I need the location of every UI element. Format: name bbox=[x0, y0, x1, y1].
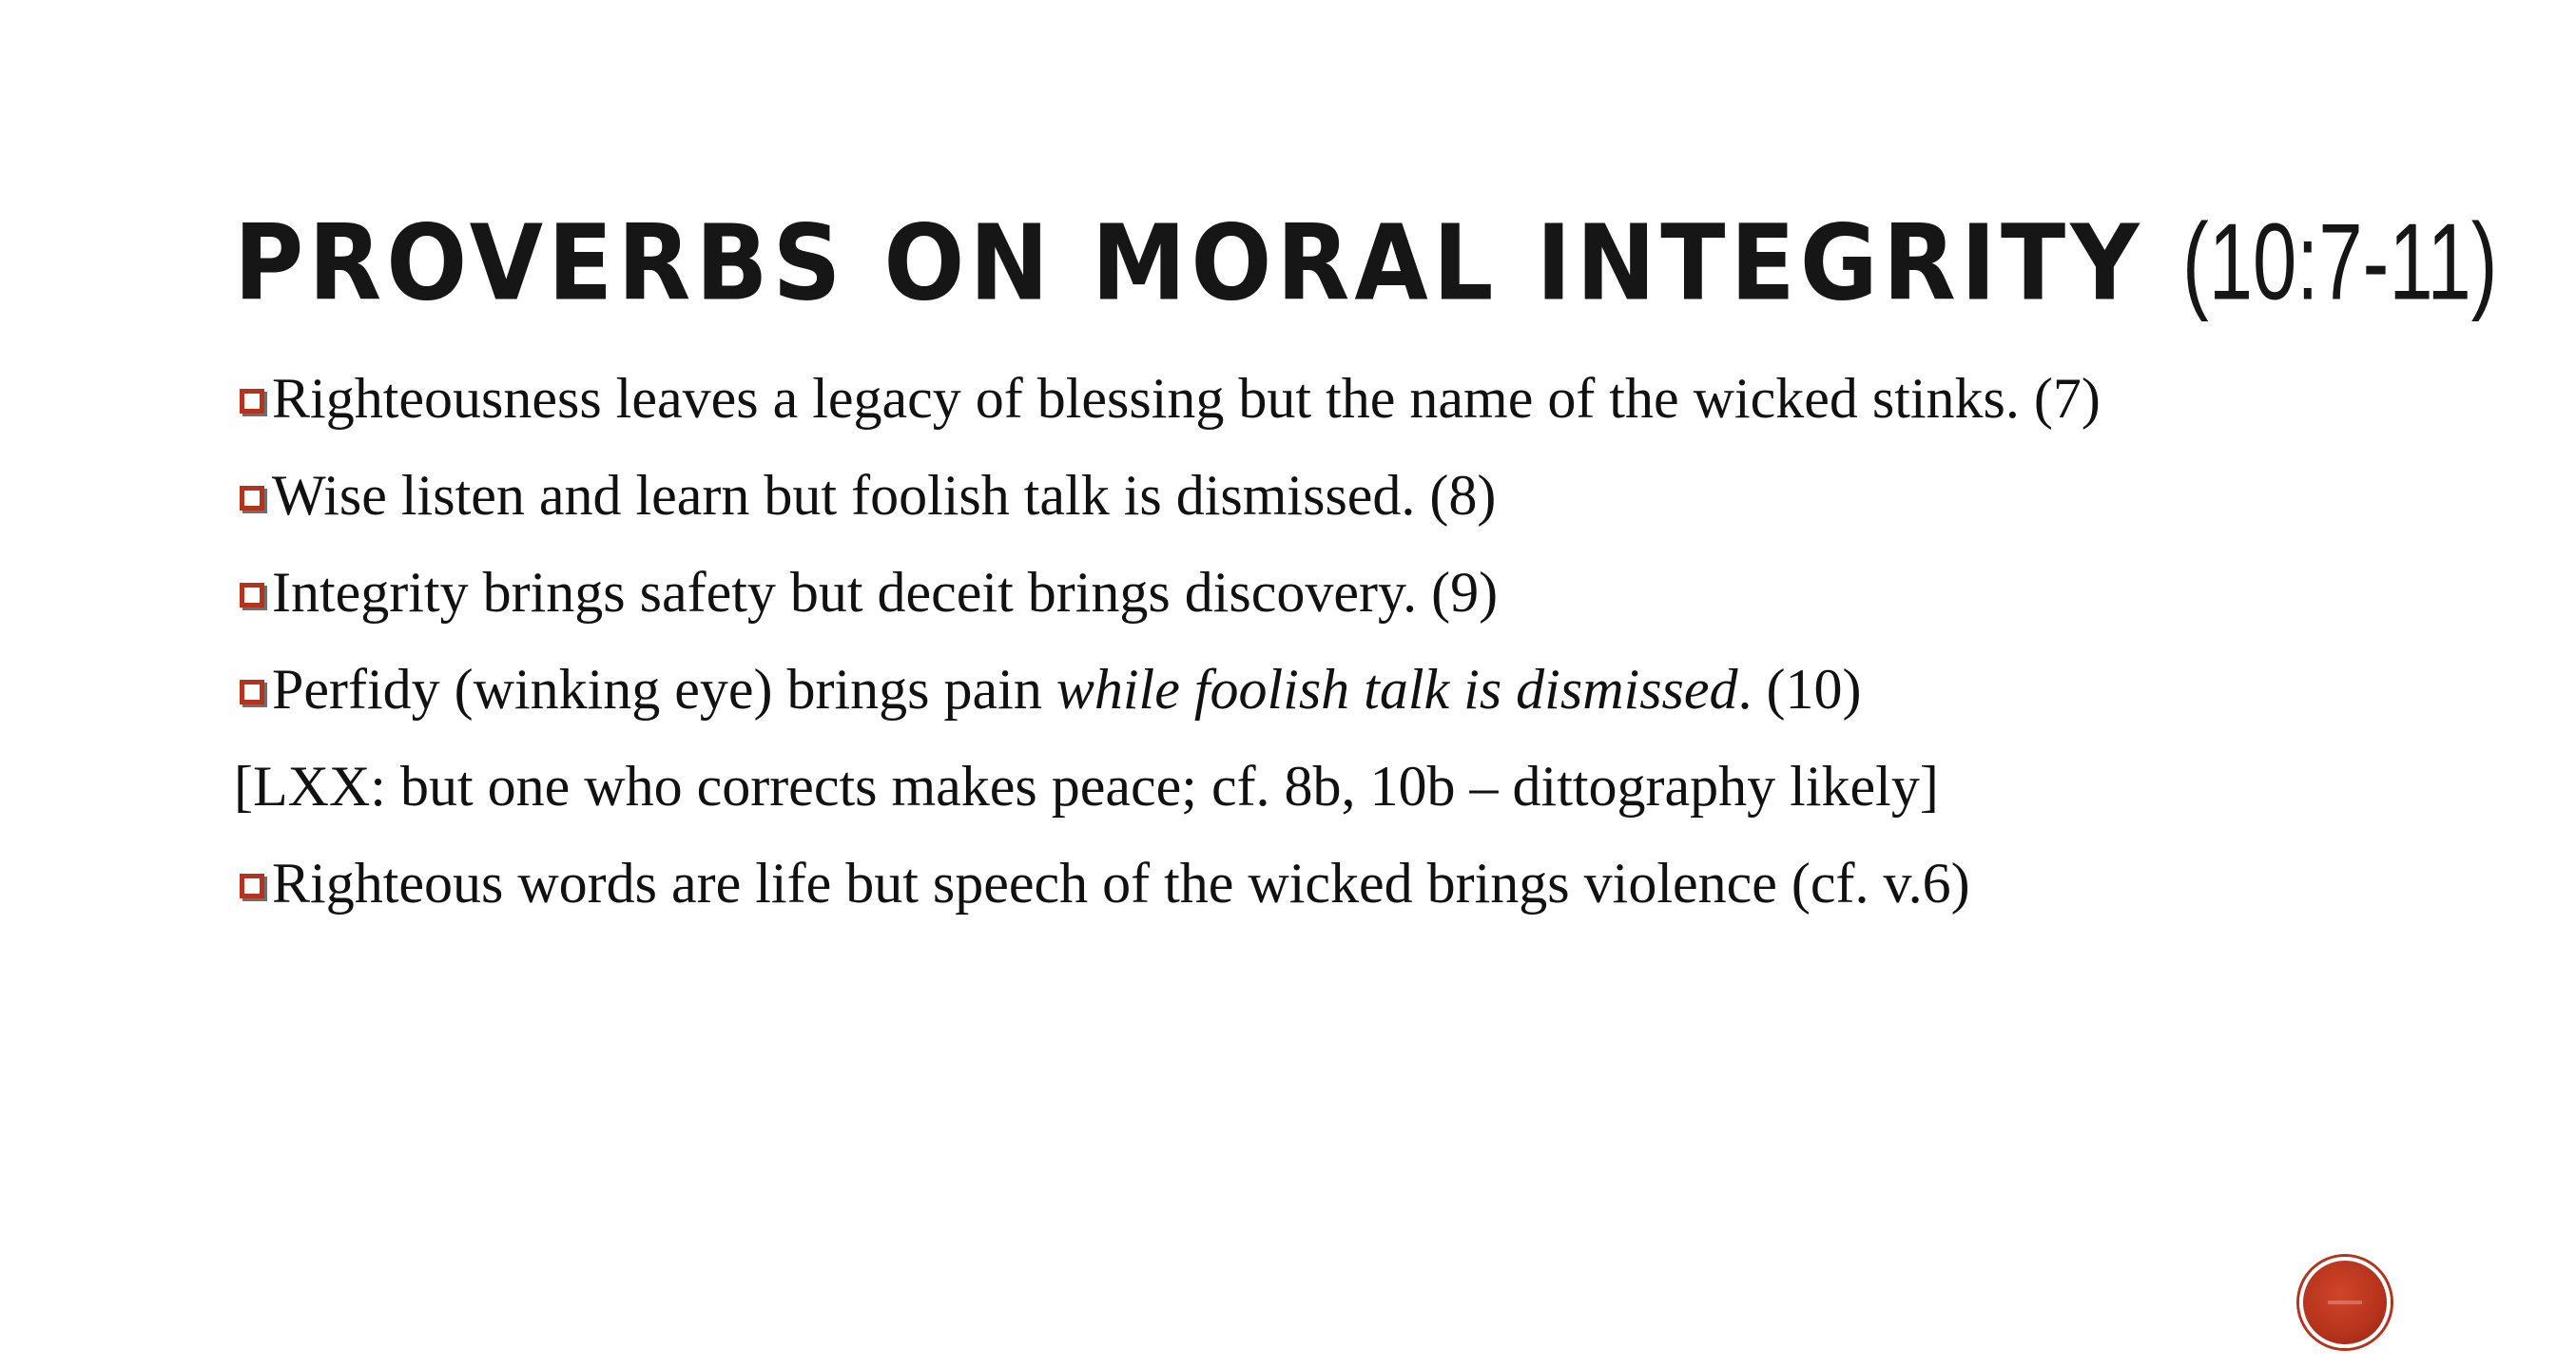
list-item bbox=[234, 463, 2307, 528]
next-slide-button[interactable] bbox=[2299, 1257, 2391, 1348]
list-item-text: Integrity brings safety but deceit brings discovery. (9) bbox=[272, 561, 1499, 624]
slide-content bbox=[234, 366, 2307, 948]
arrow-icon bbox=[2328, 1301, 2362, 1304]
list-item bbox=[234, 560, 2307, 625]
list-item-text: Wise listen and learn but foolish talk is dismissed. (8) bbox=[272, 464, 1497, 527]
checkbox-square-icon bbox=[240, 486, 264, 511]
list-item-text: Righteousness leaves a legacy of blessing but the name of the wicked stinks. (7) bbox=[272, 367, 2101, 430]
list-item-text-part: . (10) bbox=[1737, 658, 1862, 721]
list-item-italic-text: while foolish talk is dismissed bbox=[1056, 658, 1738, 721]
slide-title bbox=[234, 200, 2498, 326]
list-item-text-part: Perfidy (winking eye) brings pain bbox=[272, 658, 1056, 721]
checkbox-square-icon bbox=[240, 680, 264, 704]
checkbox-square-icon bbox=[240, 389, 264, 414]
checkbox-square-icon bbox=[240, 874, 264, 898]
title-verse-reference: (10:7-11) bbox=[2181, 202, 2498, 323]
list-item-text bbox=[272, 657, 2307, 722]
list-item bbox=[234, 657, 2307, 722]
lxx-note: [LXX: but one who corrects makes peace; cf. 8b, 10b – dittography likely] bbox=[234, 755, 1939, 818]
list-item bbox=[234, 366, 2307, 431]
list-item bbox=[234, 851, 2307, 916]
title-main: PROVERBS ON MORAL INTEGRITY bbox=[234, 202, 2144, 324]
list-item-text: Righteous words are life but speech of the wicked brings violence (cf. v.6) bbox=[272, 852, 1970, 915]
checkbox-square-icon bbox=[240, 583, 264, 607]
